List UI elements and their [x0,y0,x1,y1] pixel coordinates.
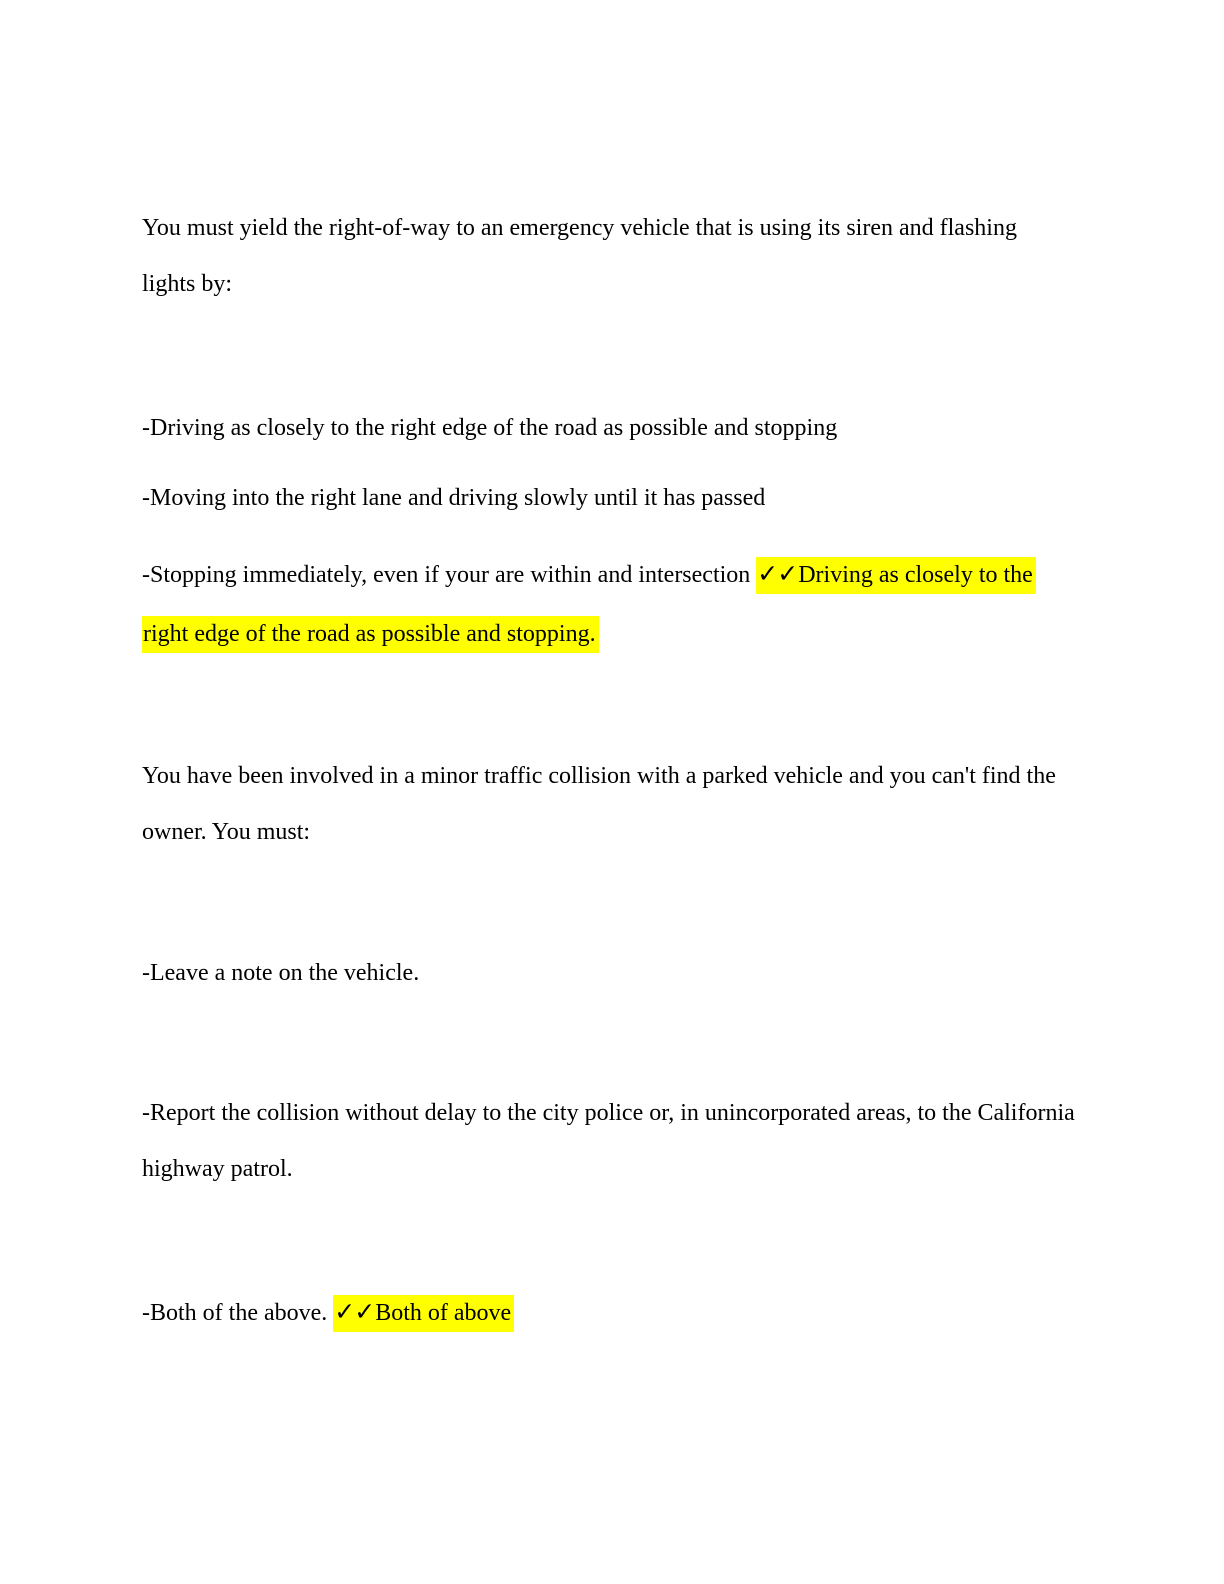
question-1-answer-text-line-2: right edge of the road as possible and stopping. [143,621,596,647]
question-block-2 [142,748,1084,1340]
question-block-1 [142,200,1084,662]
question-2-option-2-line-1: -Report the collision without delay to the city police or, in unincorporated areas, to the California [142,1100,1075,1126]
question-1-prompt-line-2: lights by: [142,271,233,297]
question-1-answer-highlight-continued [142,616,599,653]
question-1-options [142,400,1084,662]
question-1-option-1: -Driving as closely to the right edge of the road as possible and stopping [142,415,838,441]
question-2-prompt-line-2: owner. You must: [142,819,311,845]
question-1-answer-text-line-1: Driving as closely to the [798,562,1033,588]
question-1-prompt [142,200,1084,312]
question-2-options [142,945,1084,1340]
question-2-option-1: -Leave a note on the vehicle. [142,960,420,986]
question-1-answer-highlight [756,557,1036,594]
checkmark-icon: ✓✓ [757,559,798,588]
question-1-answer-highlight-line-2 [142,606,1084,662]
question-2-prompt-line-1: You have been involved in a minor traffic collision with a parked vehicle and you can't find the [142,763,1056,789]
question-1-option-3-text: -Stopping immediately, even if your are within and intersection [142,562,757,588]
question-1-option-3 [142,546,1084,602]
question-2-option-3-text: -Both of the above. [142,1300,334,1326]
question-1-option-2: -Moving into the right lane and driving slowly until it has passed [142,485,766,511]
question-2-option-2-line-2: highway patrol. [142,1156,293,1182]
checkmark-icon: ✓✓ [334,1297,375,1326]
question-2-answer-text: Both of above [375,1300,512,1326]
question-2-option-3 [142,1284,1084,1340]
question-2-prompt [142,748,1084,860]
question-2-answer-highlight [333,1295,514,1332]
question-1-prompt-line-1: You must yield the right-of-way to an emergency vehicle that is using its siren and flashing [142,215,1017,241]
